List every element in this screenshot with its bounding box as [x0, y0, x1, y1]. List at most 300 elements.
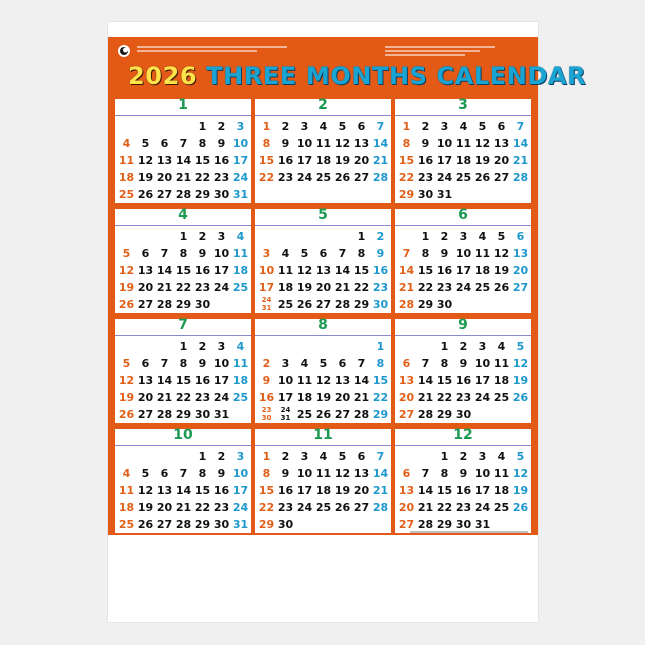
day-cell: 19: [296, 281, 313, 294]
day-cell: 28: [156, 408, 173, 421]
day-cell: 19: [334, 484, 351, 497]
day-cell: 17: [474, 374, 491, 387]
day-cell: 7: [421, 467, 430, 480]
day-cell: 7: [402, 247, 411, 260]
day-cell: 2: [421, 120, 430, 133]
day-cell: 13: [156, 154, 173, 167]
day-cell: 25: [493, 501, 510, 514]
day-cell: 11: [315, 467, 332, 480]
month-header: [395, 319, 531, 335]
day-cell: 11: [232, 357, 249, 370]
day-cell: 18: [118, 171, 135, 184]
day-cell: 28: [398, 298, 415, 311]
day-cell: 28: [372, 171, 389, 184]
day-cell: 24: [232, 171, 249, 184]
day-cell: 27: [315, 298, 332, 311]
day-cell: 7: [179, 467, 188, 480]
day-cell: 11: [493, 467, 510, 480]
day-cell: 12: [137, 484, 154, 497]
month-block: [115, 99, 251, 203]
day-cell: 27: [493, 171, 510, 184]
day-cell: 14: [398, 264, 415, 277]
day-cell: 27: [398, 518, 415, 531]
day-grid: [255, 338, 391, 423]
day-cell: 15: [175, 374, 192, 387]
day-grid: [395, 448, 531, 533]
day-cell: 14: [353, 374, 370, 387]
day-cell: 29: [175, 298, 192, 311]
day-cell: 17: [436, 154, 453, 167]
day-cell: 4: [478, 230, 487, 243]
day-cell: 4: [497, 450, 506, 463]
day-cell: 20: [353, 154, 370, 167]
day-cell: 13: [493, 137, 510, 150]
month-block: [255, 99, 391, 203]
day-cell: 20: [398, 391, 415, 404]
day-cell: 23: [417, 171, 434, 184]
day-cell: 20: [156, 501, 173, 514]
day-cell: 17: [277, 391, 294, 404]
day-cell: 27: [353, 501, 370, 514]
month-header: [395, 429, 531, 445]
day-cell: 18: [493, 374, 510, 387]
day-cell: 26: [334, 171, 351, 184]
day-cell: 30: [372, 298, 389, 311]
day-cell: 2: [262, 357, 271, 370]
day-cell: 1: [198, 450, 207, 463]
day-cell: 1: [402, 120, 411, 133]
day-cell: 31: [436, 188, 453, 201]
day-cell: 29: [175, 408, 192, 421]
day-cell: 2: [281, 450, 290, 463]
day-cell: 7: [376, 120, 385, 133]
day-cell: 10: [213, 357, 230, 370]
day-cell: 1: [376, 340, 385, 353]
day-cell: 15: [258, 484, 275, 497]
day-cell: 5: [122, 247, 131, 260]
day-cell: 14: [175, 484, 192, 497]
day-cell: 10: [296, 467, 313, 480]
day-cell: 25: [277, 298, 294, 311]
day-cell: 16: [455, 484, 472, 497]
day-cell: 28: [417, 408, 434, 421]
day-cell: 24: [296, 501, 313, 514]
day-cell: 27: [334, 408, 351, 421]
day-cell: 17: [213, 374, 230, 387]
day-cell: 28: [156, 298, 173, 311]
day-cell: 13: [398, 484, 415, 497]
day-cell: 2: [217, 120, 226, 133]
day-cell: 1: [421, 230, 430, 243]
day-cell: 20: [493, 154, 510, 167]
day-cell: [257, 406, 276, 423]
day-cell: 4: [122, 467, 131, 480]
day-cell: 3: [281, 357, 290, 370]
day-cell: 2: [198, 340, 207, 353]
day-cell: 18: [315, 154, 332, 167]
day-cell: 22: [417, 281, 434, 294]
publisher-logo-icon: [117, 44, 131, 58]
day-cell: 10: [436, 137, 453, 150]
day-cell: 25: [296, 408, 313, 421]
day-cell: 13: [353, 467, 370, 480]
month-block: [115, 429, 251, 533]
month-header: [255, 99, 391, 115]
day-cell: 19: [118, 391, 135, 404]
day-cell: 19: [474, 154, 491, 167]
day-cell: 29: [194, 188, 211, 201]
day-cell: 2: [459, 340, 468, 353]
day-cell: 13: [398, 374, 415, 387]
day-cell: 2: [198, 230, 207, 243]
day-cell: 19: [118, 281, 135, 294]
day-cell: 7: [516, 120, 525, 133]
day-cell: 28: [334, 298, 351, 311]
day-cell: 12: [315, 374, 332, 387]
day-cell: 31: [213, 408, 230, 421]
footer-fine-print: [410, 531, 528, 533]
day-cell: 22: [175, 281, 192, 294]
day-cell: 16: [258, 391, 275, 404]
day-cell: 19: [137, 171, 154, 184]
day-cell: 22: [194, 501, 211, 514]
header-fine-print: [137, 50, 257, 52]
day-cell: 8: [376, 357, 385, 370]
day-cell: 21: [175, 501, 192, 514]
day-cell: 25: [493, 391, 510, 404]
day-cell: 13: [334, 374, 351, 387]
day-cell: 9: [198, 357, 207, 370]
day-cell: 15: [417, 264, 434, 277]
day-cell: 22: [175, 391, 192, 404]
day-cell: 14: [512, 137, 529, 150]
day-cell: 28: [512, 171, 529, 184]
day-cell: 15: [436, 484, 453, 497]
day-cell: 2: [281, 120, 290, 133]
header-fine-print: [137, 46, 287, 48]
header-fine-print: [385, 46, 495, 48]
day-cell: 28: [353, 408, 370, 421]
day-cell: 11: [474, 247, 491, 260]
day-grid: [115, 448, 251, 533]
day-cell: 10: [232, 137, 249, 150]
day-cell: 16: [213, 154, 230, 167]
day-cell: 3: [440, 120, 449, 133]
day-cell: 24: [436, 171, 453, 184]
day-cell: 27: [398, 408, 415, 421]
day-cell: 6: [160, 137, 169, 150]
day-cell: 26: [512, 501, 529, 514]
day-cell: 28: [372, 501, 389, 514]
day-grid: [115, 228, 251, 313]
day-cell: 8: [198, 137, 207, 150]
day-cell: 14: [417, 374, 434, 387]
month-number: 11: [313, 427, 333, 443]
day-cell: 19: [512, 374, 529, 387]
day-cell: 21: [372, 484, 389, 497]
day-cell: 5: [300, 247, 309, 260]
day-cell: 24: [213, 391, 230, 404]
day-cell: 14: [156, 374, 173, 387]
day-cell: 11: [118, 484, 135, 497]
day-cell: 24: [296, 171, 313, 184]
day-cell: 23: [213, 501, 230, 514]
day-cell: 20: [334, 391, 351, 404]
day-cell: 4: [281, 247, 290, 260]
day-cell: 7: [160, 357, 169, 370]
day-cell: 9: [440, 247, 449, 260]
day-cell: 6: [402, 357, 411, 370]
month-number: 12: [453, 427, 473, 443]
day-cell: 20: [512, 264, 529, 277]
day-cell: 9: [217, 137, 226, 150]
day-cell: 5: [338, 450, 347, 463]
day-cell: 24: [232, 501, 249, 514]
month-block: [395, 209, 531, 313]
day-cell: 30: [213, 518, 230, 531]
day-cell: 1: [262, 450, 271, 463]
day-grid: [395, 228, 531, 313]
day-cell: 28: [175, 518, 192, 531]
title-text: THREE MONTHS CALENDAR: [206, 62, 587, 90]
day-cell: 11: [493, 357, 510, 370]
day-cell: 15: [436, 374, 453, 387]
day-cell: 29: [398, 188, 415, 201]
day-cell: 3: [300, 120, 309, 133]
day-cell: 10: [474, 357, 491, 370]
day-cell: 5: [497, 230, 506, 243]
day-grid: [395, 338, 531, 423]
day-cell: 16: [277, 154, 294, 167]
day-cell: 20: [137, 391, 154, 404]
day-cell: 23: [277, 501, 294, 514]
day-cell: 14: [175, 154, 192, 167]
day-cell: 6: [357, 120, 366, 133]
day-cell: 12: [474, 137, 491, 150]
day-cell: 20: [137, 281, 154, 294]
day-cell: 18: [118, 501, 135, 514]
day-cell: 8: [440, 467, 449, 480]
day-cell: 22: [398, 171, 415, 184]
day-cell: 21: [512, 154, 529, 167]
day-cell: 14: [334, 264, 351, 277]
day-cell: 30: [455, 408, 472, 421]
day-cell: 6: [516, 230, 525, 243]
day-cell: 27: [156, 518, 173, 531]
day-cell: 11: [296, 374, 313, 387]
day-cell: 25: [455, 171, 472, 184]
day-cell: 26: [512, 391, 529, 404]
day-cell: 24: [455, 281, 472, 294]
day-cell: 12: [334, 467, 351, 480]
day-cell: 16: [417, 154, 434, 167]
day-cell: 12: [512, 467, 529, 480]
month-number: 3: [458, 97, 468, 113]
day-cell: 10: [296, 137, 313, 150]
header-fine-print: [385, 54, 465, 56]
day-cell: 10: [455, 247, 472, 260]
day-cell: 8: [440, 357, 449, 370]
day-cell: 17: [455, 264, 472, 277]
day-cell: 22: [436, 501, 453, 514]
day-cell: 1: [198, 120, 207, 133]
day-cell: 12: [296, 264, 313, 277]
day-cell: 3: [217, 230, 226, 243]
day-cell: 20: [398, 501, 415, 514]
day-cell: 3: [478, 450, 487, 463]
day-cell: 18: [455, 154, 472, 167]
day-cell: 6: [402, 467, 411, 480]
day-cell: 23: [455, 501, 472, 514]
month-block: [395, 429, 531, 533]
day-cell: 22: [436, 391, 453, 404]
day-cell: 23: [194, 281, 211, 294]
day-cell: 9: [421, 137, 430, 150]
day-cell: 19: [315, 391, 332, 404]
day-cell: 20: [353, 484, 370, 497]
day-number: 23: [261, 406, 272, 414]
day-cell: 5: [516, 340, 525, 353]
day-cell: 27: [512, 281, 529, 294]
day-cell: 15: [175, 264, 192, 277]
day-cell: 3: [478, 340, 487, 353]
day-cell: 18: [232, 374, 249, 387]
day-cell: 19: [512, 484, 529, 497]
day-cell: 11: [232, 247, 249, 260]
day-cell: 7: [376, 450, 385, 463]
day-cell: 23: [372, 281, 389, 294]
day-cell: 26: [137, 188, 154, 201]
month-number: 1: [178, 97, 188, 113]
day-cell: 26: [474, 171, 491, 184]
day-cell: 1: [440, 450, 449, 463]
day-cell: 9: [262, 374, 271, 387]
calendar-title: [128, 61, 587, 91]
day-cell: 30: [455, 518, 472, 531]
day-cell: 21: [417, 501, 434, 514]
day-cell: 13: [156, 484, 173, 497]
month-number: 6: [458, 207, 468, 223]
day-cell: 31: [232, 518, 249, 531]
day-cell: 26: [334, 501, 351, 514]
day-cell: 9: [281, 467, 290, 480]
day-cell: 4: [319, 450, 328, 463]
day-cell: 14: [156, 264, 173, 277]
day-cell: 30: [194, 408, 211, 421]
day-cell: 17: [213, 264, 230, 277]
day-cell: 1: [179, 340, 188, 353]
day-cell: 25: [232, 281, 249, 294]
day-cell: 2: [459, 450, 468, 463]
day-cell: 15: [353, 264, 370, 277]
day-cell: 18: [232, 264, 249, 277]
header-fine-print: [385, 50, 480, 52]
day-cell: 6: [338, 357, 347, 370]
month-number: 4: [178, 207, 188, 223]
day-cell: 26: [118, 298, 135, 311]
day-cell: 29: [372, 408, 389, 421]
day-number: 30: [261, 414, 272, 422]
day-cell: 18: [277, 281, 294, 294]
day-cell: 19: [493, 264, 510, 277]
month-header: [115, 429, 251, 445]
day-cell: 6: [160, 467, 169, 480]
day-cell: 4: [122, 137, 131, 150]
day-cell: 18: [474, 264, 491, 277]
day-cell: 16: [194, 264, 211, 277]
day-number: 31: [261, 304, 272, 312]
day-cell: 8: [402, 137, 411, 150]
day-cell: 12: [512, 357, 529, 370]
day-cell: 24: [474, 501, 491, 514]
day-cell: 12: [334, 137, 351, 150]
day-cell: 30: [194, 298, 211, 311]
day-cell: 17: [296, 484, 313, 497]
day-cell: 26: [118, 408, 135, 421]
month-number: 5: [318, 207, 328, 223]
day-cell: 11: [455, 137, 472, 150]
day-cell: 29: [436, 518, 453, 531]
month-header: [115, 99, 251, 115]
day-number: 31: [280, 414, 291, 422]
day-cell: 4: [236, 340, 245, 353]
day-cell: 7: [160, 247, 169, 260]
month-block: [115, 209, 251, 313]
day-cell: 18: [315, 484, 332, 497]
month-block: [395, 319, 531, 423]
day-cell: 25: [474, 281, 491, 294]
month-header: [395, 209, 531, 225]
day-cell: 16: [277, 484, 294, 497]
month-number: 2: [318, 97, 328, 113]
day-cell: 5: [141, 137, 150, 150]
day-cell: 9: [281, 137, 290, 150]
day-cell: 17: [474, 484, 491, 497]
day-cell: 5: [141, 467, 150, 480]
day-cell: 21: [353, 391, 370, 404]
day-cell: 16: [372, 264, 389, 277]
day-cell: 16: [213, 484, 230, 497]
month-block: [115, 319, 251, 423]
day-cell: 9: [198, 247, 207, 260]
day-cell: 16: [436, 264, 453, 277]
month-block: [395, 99, 531, 203]
day-cell: 12: [118, 374, 135, 387]
day-cell: 3: [236, 450, 245, 463]
day-cell: 8: [357, 247, 366, 260]
day-cell: 26: [315, 408, 332, 421]
day-cell: 23: [277, 171, 294, 184]
day-cell: 3: [262, 247, 271, 260]
day-cell: 4: [497, 340, 506, 353]
day-cell: 15: [372, 374, 389, 387]
day-cell: 4: [459, 120, 468, 133]
day-cell: 22: [353, 281, 370, 294]
day-cell: 26: [493, 281, 510, 294]
day-cell: 31: [474, 518, 491, 531]
month-header: [115, 319, 251, 335]
day-cell: 13: [137, 264, 154, 277]
day-cell: 21: [156, 391, 173, 404]
day-cell: 25: [315, 171, 332, 184]
day-cell: 31: [232, 188, 249, 201]
month-block: [255, 429, 391, 533]
day-cell: 1: [179, 230, 188, 243]
day-cell: 3: [300, 450, 309, 463]
day-cell: 16: [455, 374, 472, 387]
month-block: [255, 209, 391, 313]
day-cell: 15: [194, 484, 211, 497]
